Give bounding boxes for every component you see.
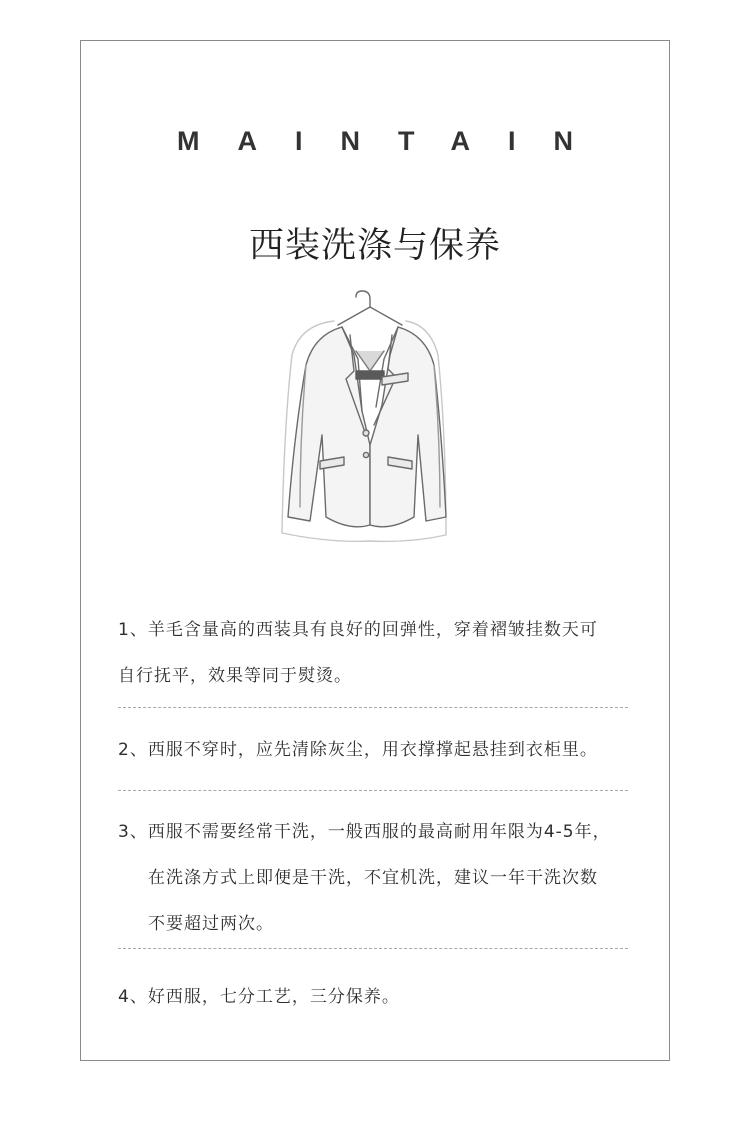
divider <box>118 707 628 708</box>
tip-2 <box>118 727 638 773</box>
divider <box>118 790 628 791</box>
tip-3 <box>118 809 638 947</box>
tip-1-line-2: 自行抚平，效果等同于熨烫。 <box>118 666 352 686</box>
tip-1-line-1: 1、羊毛含量高的西装具有良好的回弹性，穿着褶皱挂数天可 <box>118 620 598 640</box>
tip-4-line-1: 4、好西服，七分工艺，三分保养。 <box>118 987 400 1007</box>
tip-2-line-1: 2、西服不穿时，应先清除灰尘，用衣撑撑起悬挂到衣柜里。 <box>118 740 598 760</box>
suit-jacket-on-hanger-icon <box>270 285 470 555</box>
chinese-title: 西装洗涤与保养 <box>248 226 501 266</box>
english-title: MAINTAIN <box>177 126 611 156</box>
tip-1 <box>118 607 638 699</box>
tip-4 <box>118 974 638 1020</box>
tip-3-line-3: 不要超过两次。 <box>148 914 274 934</box>
tip-3-line-1: 3、西服不需要经常干洗，一般西服的最高耐用年限为4-5年， <box>118 822 611 842</box>
tip-3-line-2: 在洗涤方式上即便是干洗，不宜机洗，建议一年干洗次数 <box>148 868 598 888</box>
divider <box>118 948 628 949</box>
